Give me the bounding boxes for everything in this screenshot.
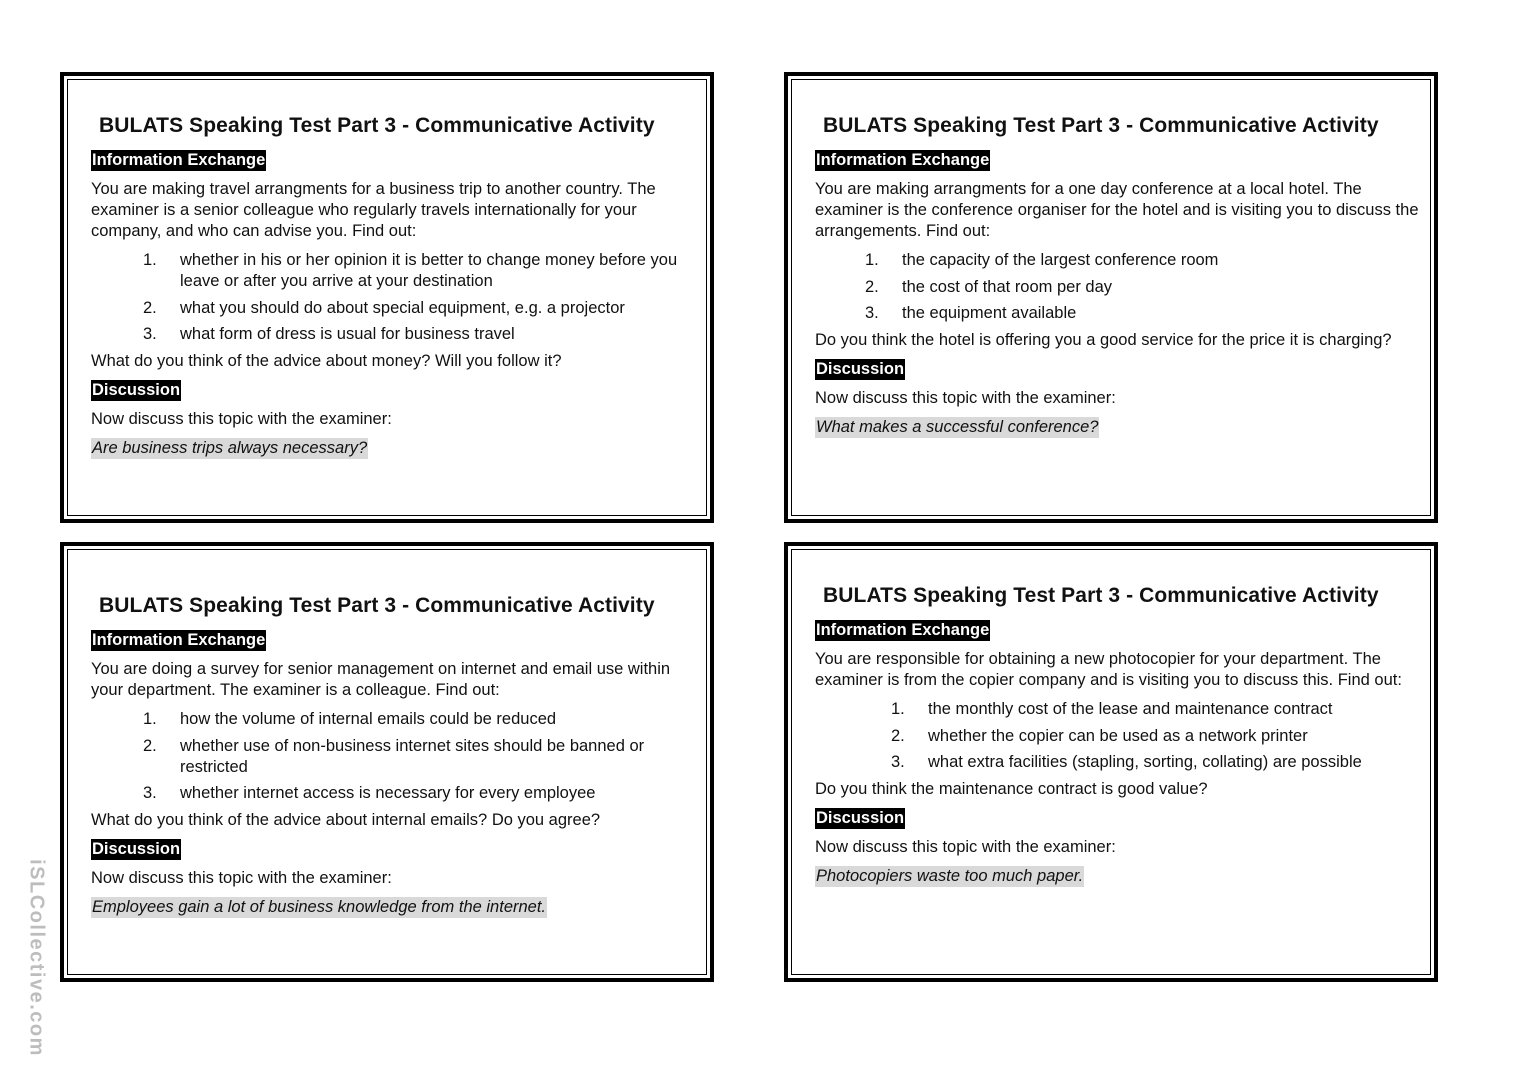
list-item <box>91 298 696 319</box>
discussion-label: Discussion <box>816 360 905 378</box>
card-title: BULATS Speaking Test Part 3 - Communicative Activity <box>823 114 1379 137</box>
task-intro: You are making arrangments for a one day conference at a local hotel. The examiner is the conference organiser for the hotel and is visiting you to discuss the arrangements. Find out: <box>815 180 1419 240</box>
list-item-number: 3. <box>143 325 157 343</box>
list-item-text: whether use of non-business internet sites should be banned or restricted <box>180 736 645 776</box>
discussion-prompt: Now discuss this topic with the examiner: <box>815 838 1116 856</box>
list-item-number: 1. <box>865 251 879 269</box>
discussion-prompt: Now discuss this topic with the examiner: <box>91 869 392 887</box>
information-exchange-label: Information Exchange <box>92 151 266 169</box>
list-item-text: the cost of that room per day <box>902 277 1113 296</box>
list-item <box>91 709 696 730</box>
task-intro: You are responsible for obtaining a new photocopier for your department. The examiner is from the copier company and is visiting you to discuss this. Find out: <box>815 650 1402 689</box>
list-item-text: what form of dress is usual for business travel <box>180 325 515 343</box>
list-item-text: how the volume of internal emails could be reduced <box>180 710 557 728</box>
list-item-number: 3. <box>865 304 879 322</box>
discussion-label: Discussion <box>92 381 181 399</box>
information-exchange-label: Information Exchange <box>816 151 990 169</box>
list-item-number: 1. <box>143 710 157 728</box>
card-title: BULATS Speaking Test Part 3 - Communicative Activity <box>99 114 655 137</box>
list-item <box>815 277 1420 298</box>
list-item-text: what you should do about special equipment, e.g. a projector <box>180 298 625 317</box>
list-item-number: 2. <box>143 298 157 317</box>
card-business-trip <box>60 72 714 523</box>
discussion-prompt: Now discuss this topic with the examiner: <box>815 389 1116 407</box>
list-item-text: what extra facilities (stapling, sorting, collating) are possible <box>928 753 1362 771</box>
discussion-topic: Photocopiers waste too much paper. <box>816 867 1084 885</box>
discussion-prompt: Now discuss this topic with the examiner: <box>91 410 392 428</box>
find-out-list <box>91 709 696 804</box>
list-item-number: 3. <box>143 784 157 802</box>
discussion-topic: Are business trips always necessary? <box>92 439 368 457</box>
task-intro: You are making travel arrangments for a business trip to another country. The examiner is a senior colleague who regularly travels internationally for your company, and who can advise you. Find out: <box>91 180 656 240</box>
list-item <box>815 752 1428 773</box>
task-intro: You are doing a survey for senior management on internet and email use within your department. The examiner is a colleague. Find out: <box>91 660 671 699</box>
list-item-number: 3. <box>891 753 905 771</box>
list-item-number: 2. <box>891 726 905 745</box>
follow-up-question: Do you think the hotel is offering you a good service for the price it is charging? <box>815 331 1392 349</box>
card-title: BULATS Speaking Test Part 3 - Communicative Activity <box>823 584 1379 607</box>
follow-up-question: What do you think of the advice about internal emails? Do you agree? <box>91 811 601 829</box>
discussion-label: Discussion <box>92 840 181 858</box>
find-out-list <box>815 699 1428 773</box>
follow-up-question: Do you think the maintenance contract is good value? <box>815 780 1208 798</box>
list-item-number: 2. <box>143 736 157 755</box>
information-exchange-label: Information Exchange <box>92 631 266 649</box>
discussion-topic: What makes a successful conference? <box>816 418 1099 436</box>
list-item <box>91 736 696 778</box>
list-item-text: the equipment available <box>902 304 1077 322</box>
list-item-number: 1. <box>891 700 905 718</box>
list-item <box>91 324 696 345</box>
list-item-text: whether the copier can be used as a network printer <box>928 726 1308 745</box>
watermark: iSLCollective.com <box>25 859 48 1057</box>
discussion-topic: Employees gain a lot of business knowledge from the internet. <box>92 898 547 916</box>
list-item-text: the capacity of the largest conference room <box>902 251 1219 269</box>
list-item-number: 1. <box>143 251 157 269</box>
card-photocopier <box>784 542 1438 982</box>
list-item <box>815 250 1420 271</box>
card-conference <box>784 72 1438 523</box>
list-item <box>815 699 1428 720</box>
list-item-text: the monthly cost of the lease and maintenance contract <box>928 700 1333 718</box>
list-item-text: whether internet access is necessary for every employee <box>180 784 596 802</box>
find-out-list <box>91 250 696 345</box>
find-out-list <box>815 250 1420 324</box>
card-internet-email <box>60 542 714 982</box>
list-item <box>91 783 696 804</box>
discussion-label: Discussion <box>816 809 905 827</box>
follow-up-question: What do you think of the advice about money? Will you follow it? <box>91 352 562 370</box>
list-item <box>815 303 1420 324</box>
list-item-number: 2. <box>865 277 879 296</box>
list-item <box>815 726 1428 747</box>
card-title: BULATS Speaking Test Part 3 - Communicative Activity <box>99 594 655 617</box>
list-item-text: whether in his or her opinion it is better to change money before you leave or after you arrive at your destination <box>180 251 678 290</box>
list-item <box>91 250 696 292</box>
information-exchange-label: Information Exchange <box>816 621 990 639</box>
